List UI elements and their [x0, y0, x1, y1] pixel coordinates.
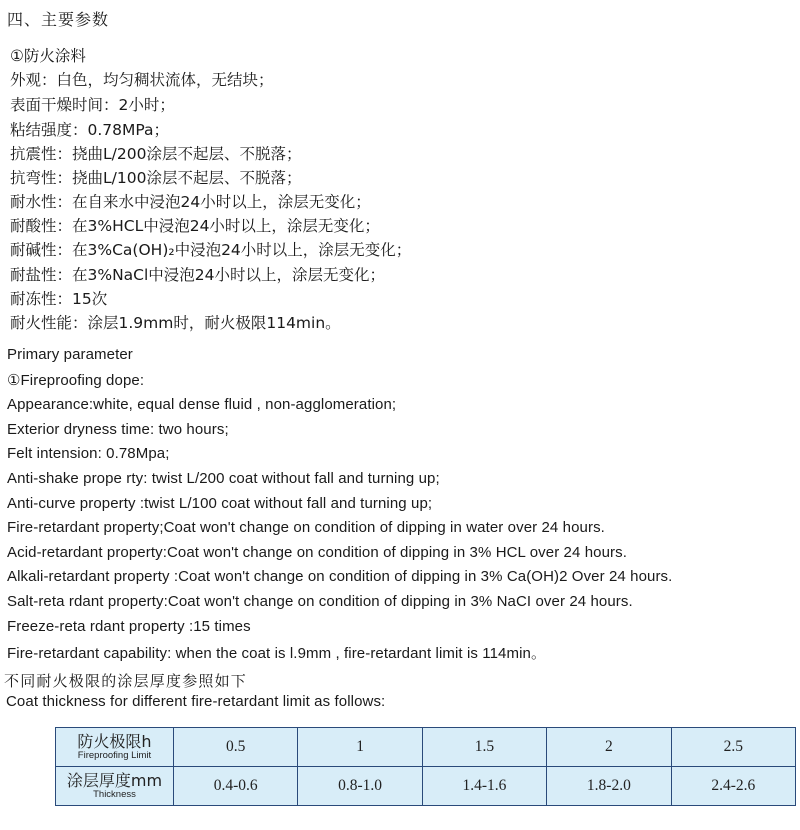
- thickness-title-zh: 不同耐火极限的涂层厚度参照如下: [4, 672, 248, 690]
- header-label-en: Fireproofing Limit: [77, 749, 152, 761]
- header-label-zh: 防火极限h: [77, 731, 152, 751]
- en-line-acid: Acid-retardant property:Coat won't change on condition of dipping in 3% HCL over 24 hours.: [7, 544, 628, 561]
- zh-line-salt: 耐盐性：在3%NaCl中浸泡24小时以上，涂层无变化；: [10, 266, 386, 284]
- table-cell: 2.4-2.6: [671, 767, 795, 806]
- section-heading: 四、主要参数: [7, 10, 110, 29]
- zh-line-bond-strength: 粘结强度：0.78MPa；: [10, 121, 170, 139]
- row-header-fire-limit: [56, 728, 174, 767]
- table-cell: 1: [298, 728, 422, 767]
- en-line-dry-time: Exterior dryness time: two hours;: [7, 421, 229, 438]
- table-cell: 1.4-1.6: [422, 767, 546, 806]
- table-cell: 2.5: [671, 728, 795, 767]
- zh-line-fire: 耐火性能：涂层1.9mm时，耐火极限114min。: [10, 314, 341, 332]
- en-line-water: Fire-retardant property;Coat won't change on condition of dipping in water over 24 hours.: [7, 519, 605, 536]
- en-line-appearance: Appearance:white, equal dense fluid , non-agglomeration;: [7, 396, 397, 413]
- table-cell: 1.8-2.0: [547, 767, 671, 806]
- en-line-felt: Felt intension: 0.78Mpa;: [7, 445, 170, 462]
- zh-line-freeze: 耐冻性：15次: [10, 290, 108, 308]
- table-cell: 1.5: [422, 728, 546, 767]
- en-subtitle: ①Fireproofing dope:: [7, 372, 145, 389]
- header-label-zh: 涂层厚度mm: [66, 770, 163, 790]
- en-title: Primary parameter: [7, 346, 133, 363]
- table-cell: 0.5: [174, 728, 298, 767]
- table-row-fire-limit: [56, 728, 796, 767]
- en-line-curve: Anti-curve property :twist L/100 coat without fall and turning up;: [7, 495, 433, 512]
- zh-line-bend: 抗弯性：挠曲L/100涂层不起层、不脱落；: [10, 169, 302, 187]
- zh-line-shake: 抗震性：挠曲L/200涂层不起层、不脱落；: [10, 145, 302, 163]
- table-cell: 0.4-0.6: [174, 767, 298, 806]
- thickness-table: [55, 727, 796, 806]
- zh-title: ①防火涂料: [10, 47, 86, 65]
- en-line-alkali: Alkali-retardant property :Coat won't change on condition of dipping in 3% Ca(OH)2 Over 24 hours.: [7, 568, 673, 585]
- table-cell: 0.8-1.0: [298, 767, 422, 806]
- zh-line-acid: 耐酸性：在3%HCL中浸泡24小时以上，涂层无变化；: [10, 217, 380, 235]
- table-cell: 2: [547, 728, 671, 767]
- zh-line-water: 耐水性：在自来水中浸泡24小时以上，涂层无变化；: [10, 193, 371, 211]
- zh-line-alkali: 耐碱性：在3%Ca(OH)₂中浸泡24小时以上，涂层无变化；: [10, 241, 412, 259]
- en-line-freeze: Freeze-reta rdant property :15 times: [7, 618, 251, 635]
- table-row-thickness: [56, 767, 796, 806]
- zh-line-appearance: 外观：白色，均匀稠状流体，无结块；: [10, 71, 274, 89]
- en-line-fire: Fire-retardant capability: when the coat is l.9mm , fire-retardant limit is 114min。: [7, 645, 547, 662]
- en-line-shake: Anti-shake prope rty: twist L/200 coat without fall and turning up;: [7, 470, 440, 487]
- row-header-thickness: [56, 767, 174, 806]
- header-label-en: Thickness: [93, 788, 136, 800]
- thickness-title-en: Coat thickness for different fire-retardant limit as follows:: [6, 693, 386, 710]
- en-line-salt: Salt-reta rdant property:Coat won't change on condition of dipping in 3% NaCI over 24 hours.: [7, 593, 633, 610]
- zh-line-dry-time: 表面干燥时间：2小时；: [10, 96, 175, 114]
